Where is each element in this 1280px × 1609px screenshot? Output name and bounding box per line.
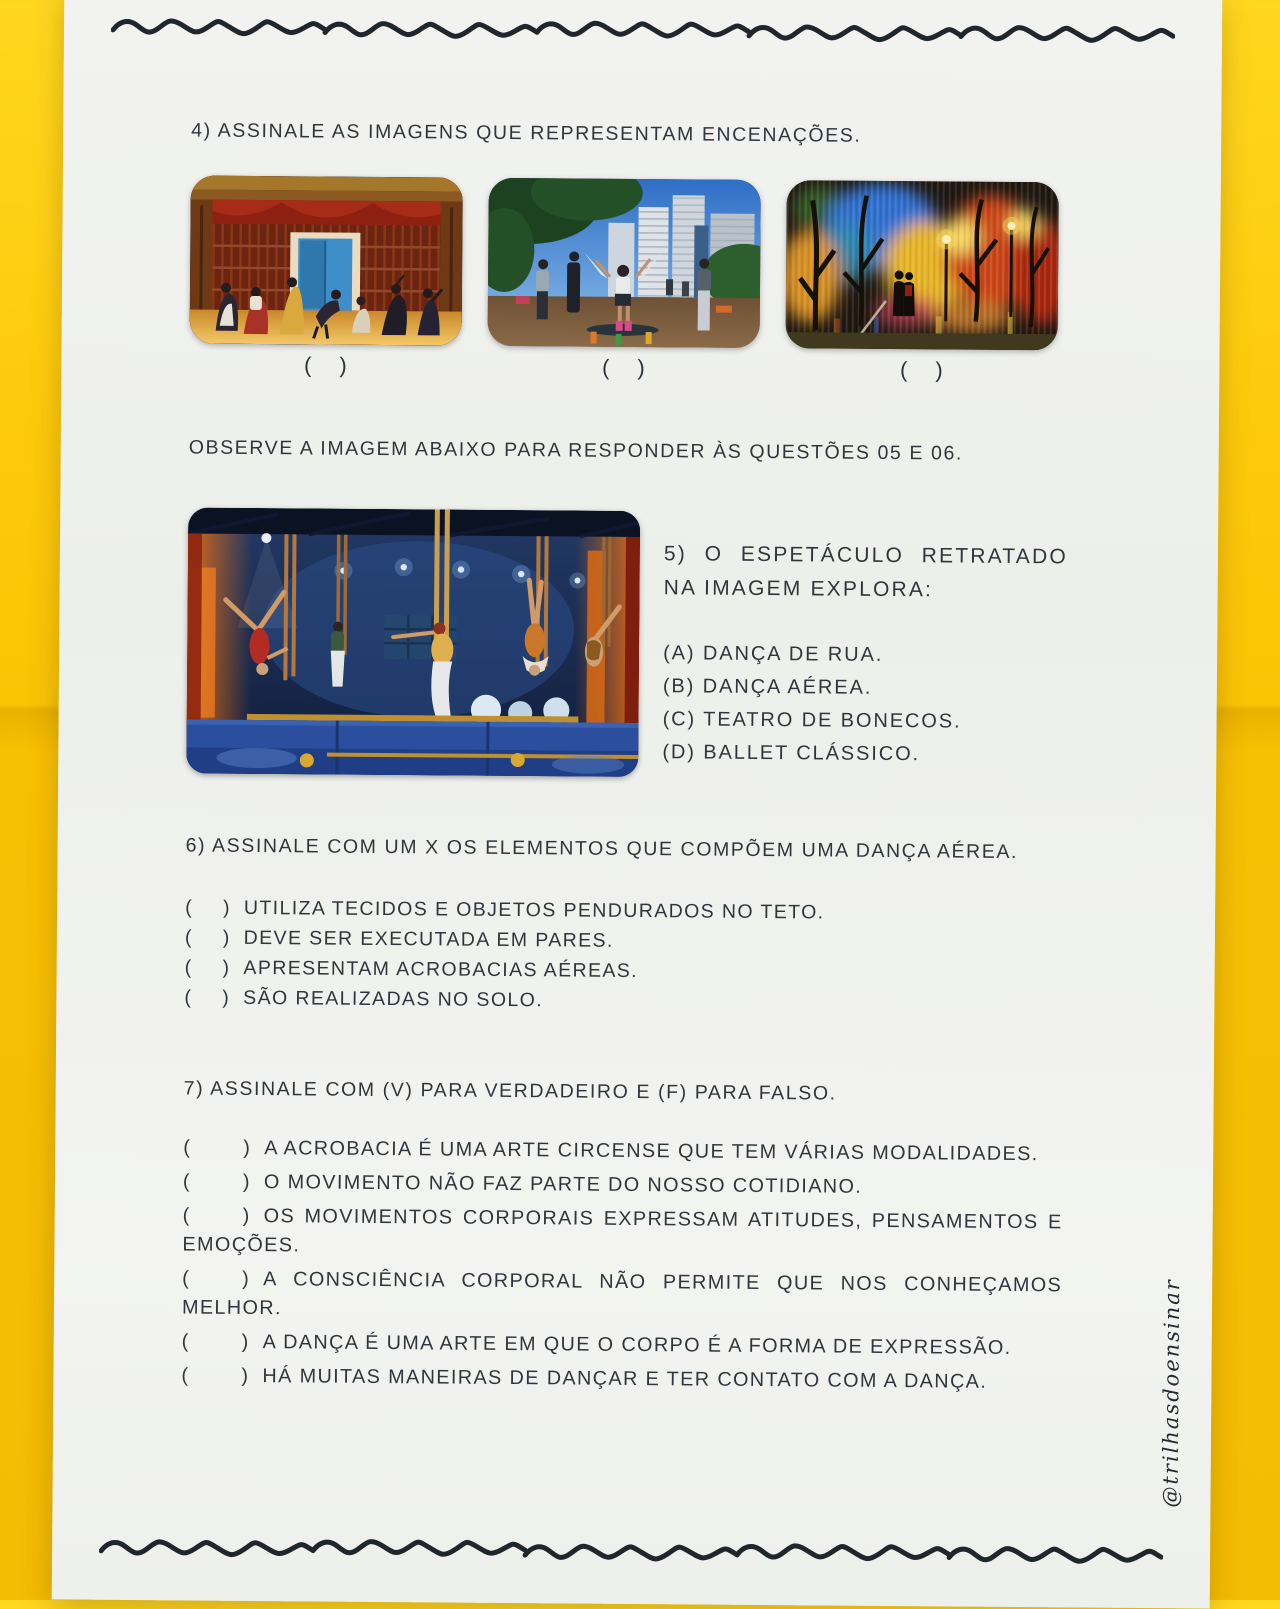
- observe-instruction: OBSERVE A IMAGEM ABAIXO PARA RESPONDER ÀS QUESTÕES 05 E 06.: [188, 436, 964, 465]
- theater-scene-illustration: [190, 176, 463, 346]
- answer-slot-image-3: [785, 356, 1057, 384]
- open-paren: (: [181, 1364, 190, 1387]
- close-paren: ): [241, 1330, 250, 1353]
- close-paren: ): [935, 357, 943, 383]
- q7-item-3: [182, 1201, 1062, 1266]
- option-a: (A) DANÇA DE RUA.: [663, 641, 884, 666]
- close-paren: ): [241, 1364, 250, 1387]
- photo-street-dance-urban-park: [488, 178, 761, 348]
- bottom-border-squiggle: [99, 1534, 1163, 1572]
- instagram-watermark: @trilhasdoensinar: [1158, 1278, 1185, 1508]
- question-5-options: [662, 637, 1067, 772]
- question-7-items: [181, 1133, 1063, 1397]
- close-paren: ): [243, 1136, 252, 1159]
- q7-item-6: [181, 1361, 1061, 1397]
- q6-item-1-text: UTILIZA TECIDOS E OBJETOS PENDURADOS NO TETO.: [243, 896, 825, 924]
- close-paren: ): [222, 986, 231, 1009]
- q7-item-5-text: A DANÇA É UMA ARTE EM QUE O CORPO É A FORMA DE EXPRESSÃO.: [262, 1331, 1012, 1359]
- question-5-text-column: [662, 511, 1068, 780]
- photo-theater-stage-play: [190, 176, 463, 346]
- street-dance-illustration: [488, 178, 761, 348]
- close-paren: ): [339, 352, 347, 378]
- open-paren: (: [185, 896, 194, 919]
- open-paren: (: [181, 1330, 190, 1353]
- open-paren: (: [182, 1267, 191, 1290]
- q7-item-1: [183, 1133, 1063, 1169]
- open-paren: (: [182, 1170, 192, 1193]
- q7-item-3-text: OS MOVIMENTOS CORPORAIS EXPRESSAM ATITUDES, PENSAMENTOS E EMOÇÕES.: [182, 1205, 1063, 1257]
- close-paren: ): [242, 1204, 251, 1227]
- option-c: (C) TEATRO DE BONECOS.: [662, 707, 962, 733]
- open-paren: (: [303, 352, 312, 378]
- q6-item-4-text: SÃO REALIZADAS NO SOLO.: [243, 986, 544, 1012]
- question-4-answer-slots: [189, 352, 1069, 385]
- open-paren: (: [601, 354, 610, 381]
- answer-slot-image-2: [487, 354, 759, 382]
- q6-item-3-text: APRESENTAM ACROBACIAS AÉREAS.: [243, 956, 639, 982]
- q7-item-2: [183, 1167, 1063, 1203]
- q7-item-4-text: A CONSCIÊNCIA CORPORAL NÃO PERMITE QUE NOS CONHEÇAMOS MELHOR.: [181, 1268, 1063, 1320]
- close-paren: ): [222, 896, 232, 919]
- q6-item-2-text: DEVE SER EXECUTADA EM PARES.: [243, 926, 614, 952]
- open-paren: (: [182, 1204, 191, 1227]
- photo-colorful-park-painting: [786, 180, 1059, 350]
- option-b: (B) DANÇA AÉREA.: [662, 674, 873, 699]
- q7-item-6-text: HÁ MUITAS MANEIRAS DE DANÇAR E TER CONTATO COM A DANÇA.: [262, 1365, 988, 1393]
- open-paren: (: [184, 986, 193, 1009]
- photo-aerial-dance-circus: [186, 507, 640, 777]
- open-paren: (: [184, 956, 193, 979]
- park-painting-illustration: [786, 180, 1059, 350]
- open-paren: (: [184, 926, 193, 949]
- answer-slot-image-1: [189, 352, 461, 380]
- question-6-title: 6) ASSINALE COM UM X OS ELEMENTOS QUE COMPÕEM UMA DANÇA AÉREA.: [185, 833, 1019, 863]
- close-paren: ): [242, 1170, 252, 1193]
- question-4-title: 4) ASSINALE AS IMAGENS QUE REPRESENTAM ENCENAÇÕES.: [191, 119, 862, 147]
- q7-item-2-text: O MOVIMENTO NÃO FAZ PARTE DO NOSSO COTIDIANO.: [263, 1171, 863, 1198]
- top-border-squiggle: [111, 14, 1175, 52]
- question-7-title: 7) ASSINALE COM (V) PARA VERDADEIRO E (F) PARA FALSO.: [183, 1077, 837, 1105]
- q7-item-4: [182, 1264, 1062, 1329]
- q6-item-4: [184, 982, 1064, 1019]
- close-paren: ): [222, 956, 231, 979]
- question-5-section: [186, 507, 1068, 780]
- open-paren: (: [899, 357, 908, 383]
- question-6-items: [184, 892, 1065, 1019]
- aerial-dance-illustration: [186, 507, 640, 777]
- question-5-title: 5) O ESPETÁCULO RETRATADO NA IMAGEM EXPLORA:: [663, 541, 1069, 601]
- close-paren: ): [222, 926, 231, 949]
- q7-item-1-text: A ACROBACIA É UMA ARTE CIRCENSE QUE TEM VÁRIAS MODALIDADES.: [264, 1137, 1039, 1166]
- q7-item-5: [182, 1327, 1062, 1363]
- worksheet-paper: [52, 0, 1223, 1609]
- open-paren: (: [183, 1136, 192, 1159]
- close-paren: ): [242, 1267, 251, 1290]
- question-4-images: [190, 176, 1071, 351]
- option-d: (D) BALLET CLÁSSICO.: [662, 740, 921, 765]
- close-paren: ): [637, 355, 645, 381]
